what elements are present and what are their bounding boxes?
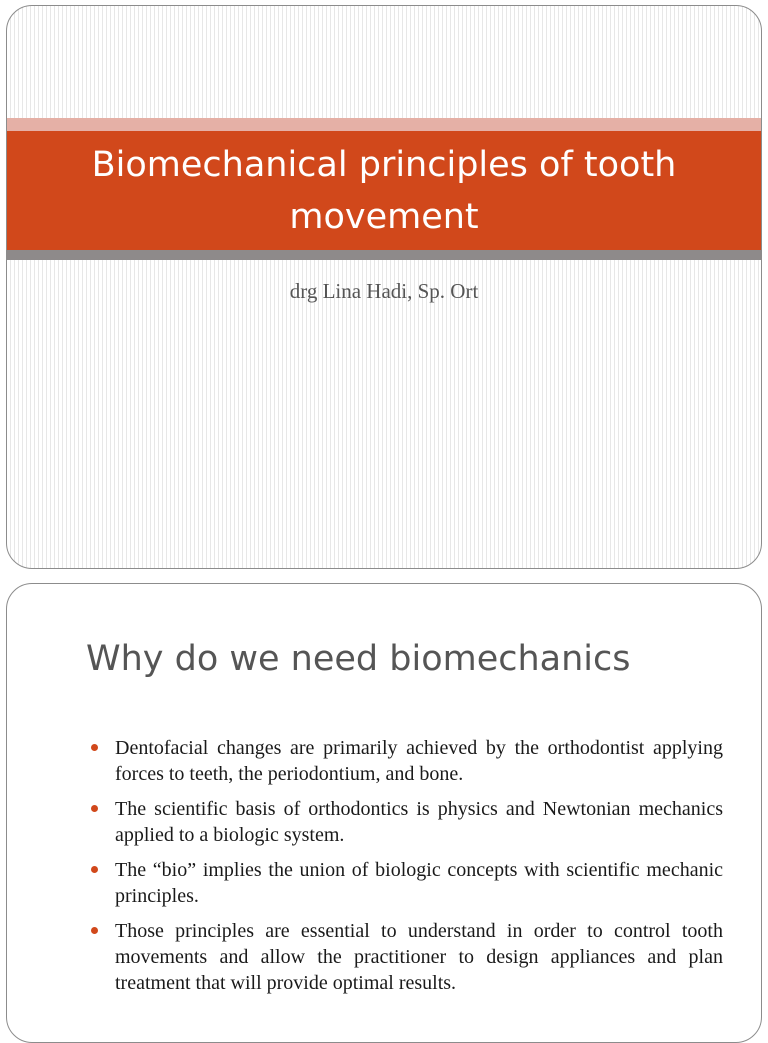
bullet-item: [89, 857, 723, 909]
bullet-text: The scientific basis of orthodontics is physics and Newtonian mechanics applied to a biologic system.: [115, 798, 723, 846]
bullet-item: [89, 796, 723, 848]
title-band-bottom-stripe: [7, 250, 761, 260]
bullet-item: [89, 735, 723, 787]
title-band-top-stripe: [7, 118, 761, 131]
title-band: [7, 131, 761, 250]
bullet-item: [89, 918, 723, 996]
content-slide-title: Why do we need biomechanics: [86, 639, 631, 679]
slide-subtitle: drg Lina Hadi, Sp. Ort: [289, 279, 479, 303]
bullet-dot-icon: [91, 927, 98, 934]
bullet-text: The “bio” implies the union of biologic concepts with scientific mechanic principles.: [115, 859, 723, 907]
slide-title: Biomechanical principles of tooth movement: [91, 144, 677, 237]
bullet-dot-icon: [91, 744, 98, 751]
content-slide: [6, 583, 762, 1043]
bullet-dot-icon: [91, 805, 98, 812]
bullet-text: Dentofacial changes are primarily achieved by the orthodontist applying forces to teeth, the periodontium, and bone.: [115, 737, 723, 785]
bullet-dot-icon: [91, 866, 98, 873]
title-slide: [6, 5, 762, 569]
bullet-list: [89, 735, 723, 1005]
bullet-text: Those principles are essential to understand in order to control tooth movements and allow the practitioner to design appliances and plan treatment that will provide optimal results.: [115, 920, 723, 994]
